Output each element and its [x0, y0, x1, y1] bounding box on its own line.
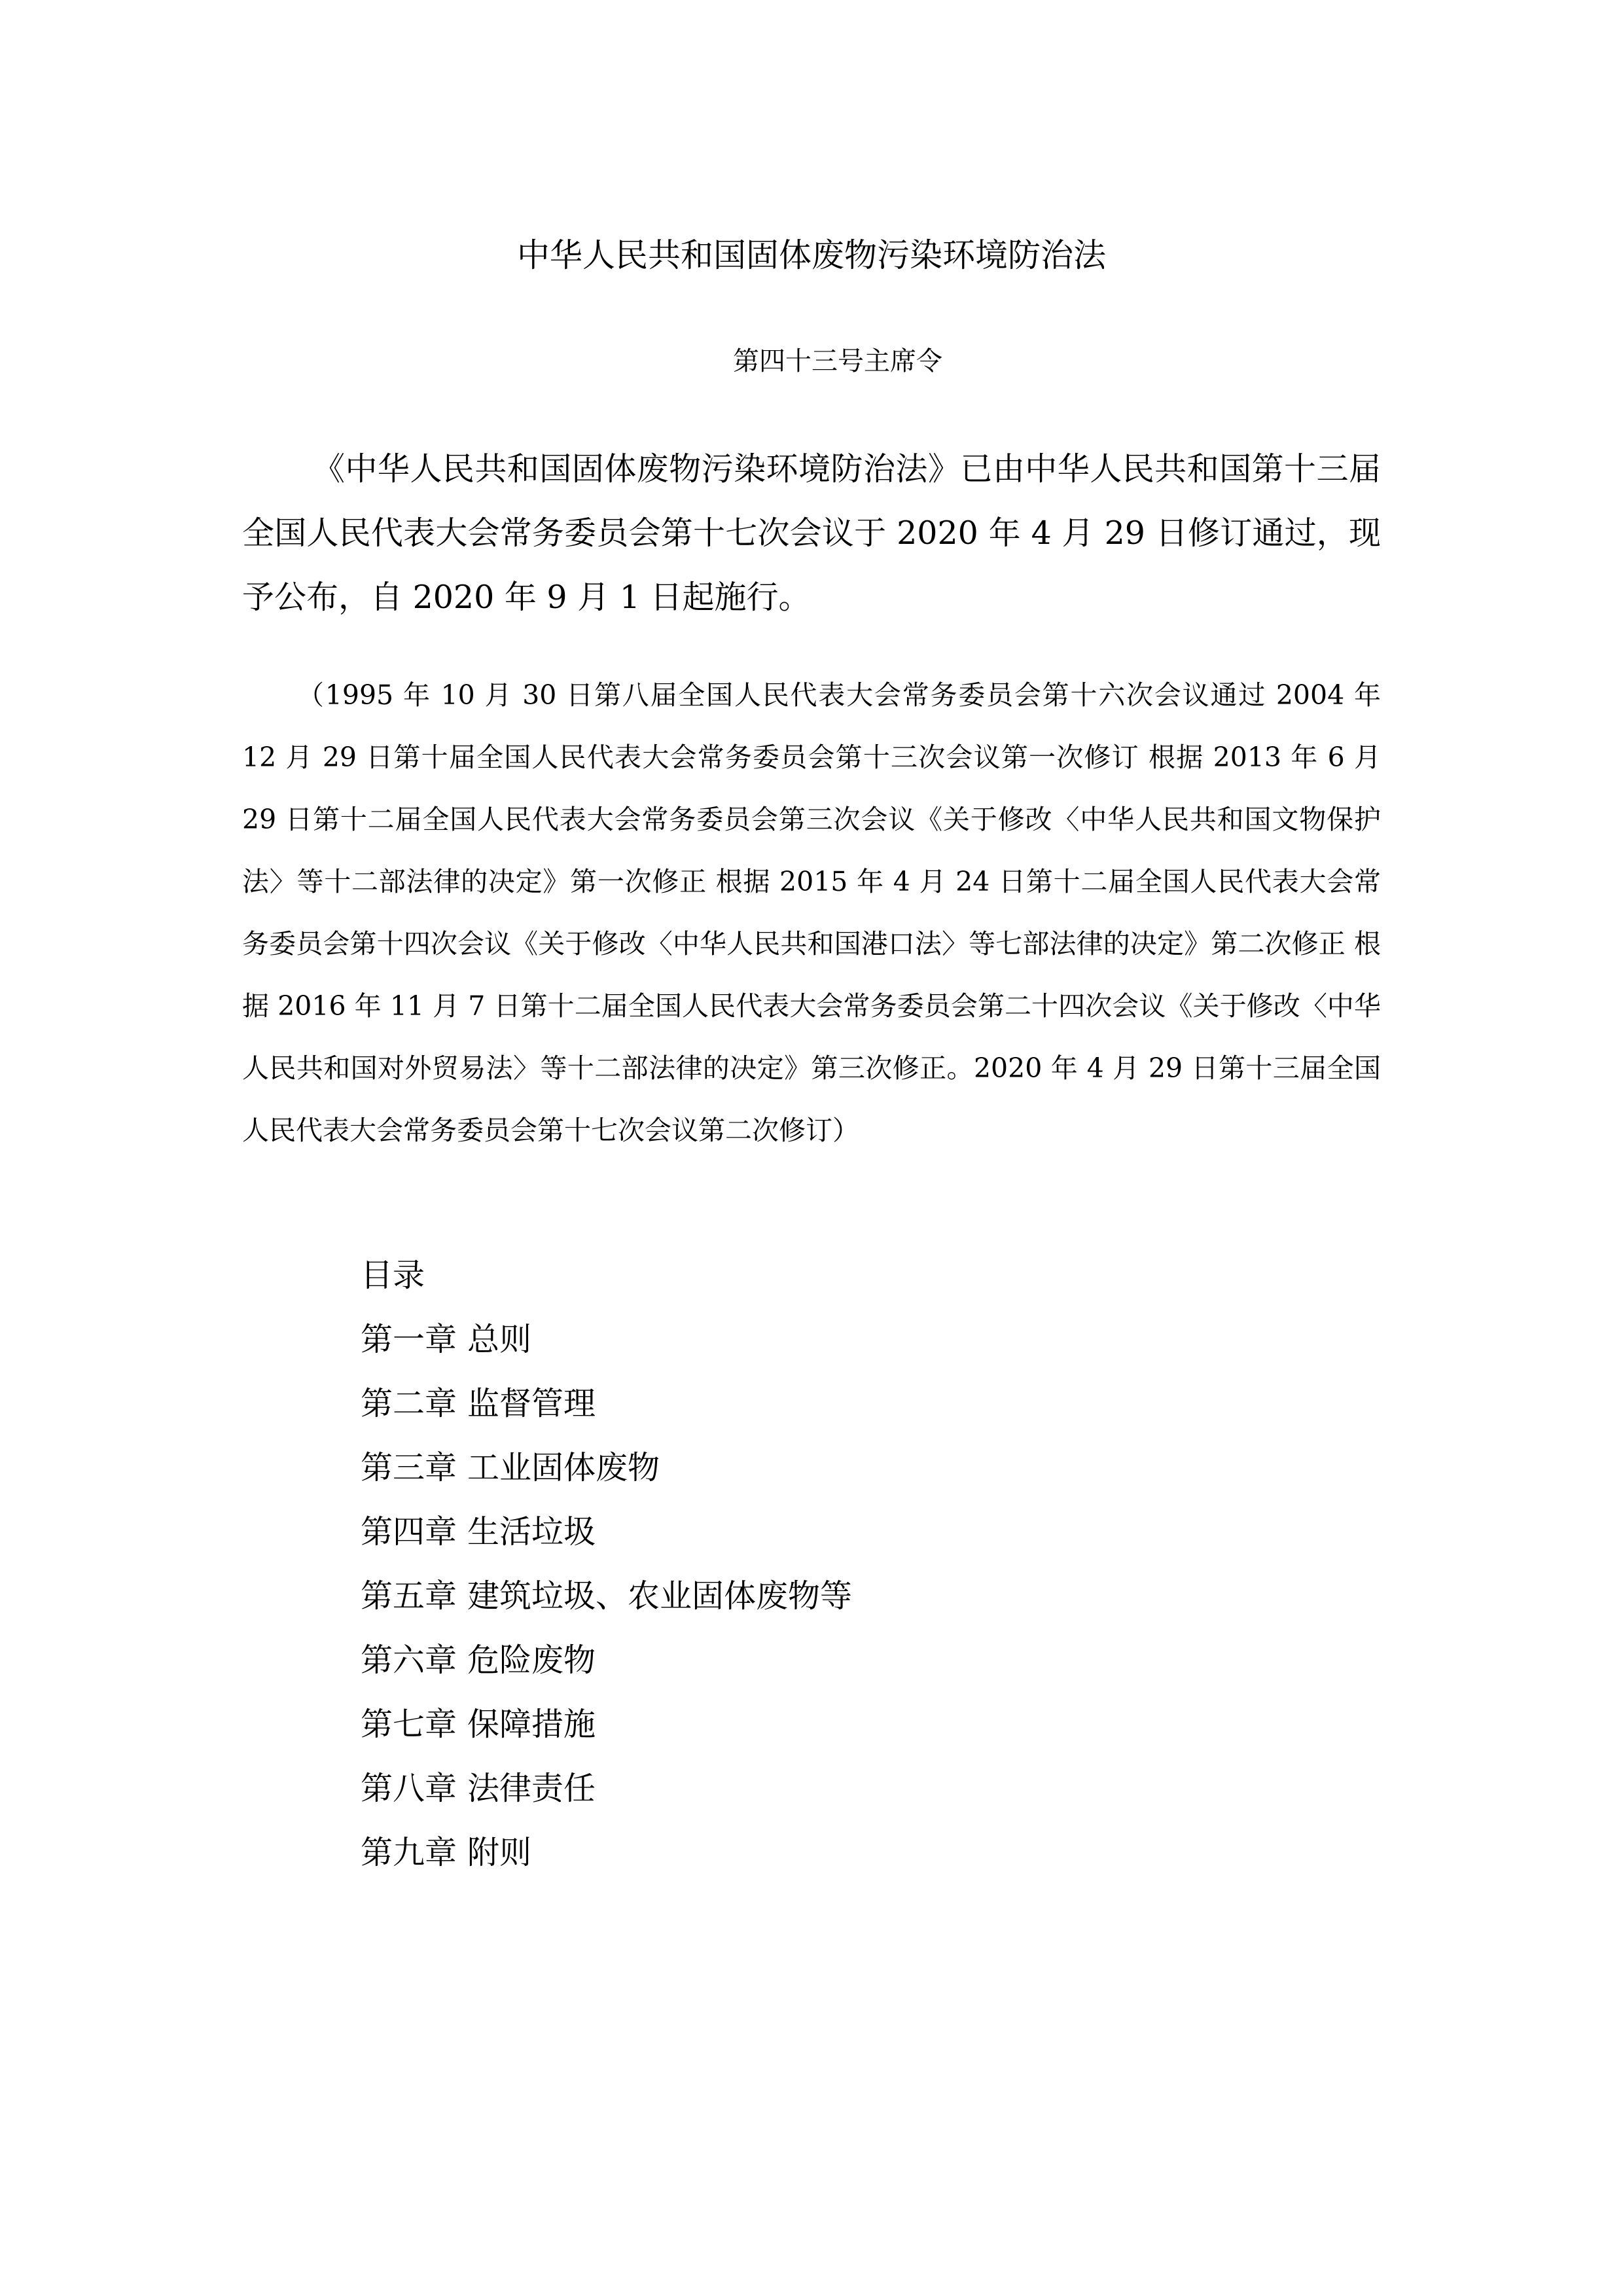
- toc-item-chapter-2: [361, 1372, 1342, 1436]
- chapter-number: 第四章: [361, 1513, 457, 1551]
- chapter-number: 第六章: [361, 1641, 457, 1679]
- toc-heading: 目录: [361, 1257, 425, 1294]
- toc-item-chapter-1: [361, 1308, 1342, 1372]
- chapter-number: 第五章: [361, 1577, 457, 1615]
- chapter-title: 总则: [467, 1321, 532, 1358]
- toc-item-chapter-7: [361, 1693, 1342, 1757]
- toc-item-chapter-3: [361, 1436, 1342, 1500]
- toc-item-chapter-6: [361, 1628, 1342, 1693]
- chapter-title: 生活垃圾: [467, 1513, 596, 1551]
- chapter-title: 工业固体废物: [467, 1449, 660, 1486]
- toc-list: [361, 1308, 1342, 1885]
- chapter-title: 危险废物: [467, 1641, 596, 1679]
- toc-item-chapter-9: [361, 1821, 1342, 1885]
- revision-history-paragraph: （1995 年 10 月 30 日第八届全国人民代表大会常务委员会第十六次会议通过 2004 年 12 月 29 日第十届全国人民代表大会常务委员会第十三次会议第一次修订 根据 2013 年 6 月 29 日第十二届全国人民代表大会常务委员会第三次会议《关于修改〈中华人民共和国文物保护法〉等十二部法律的决定》第一次修正 根据 2015 年 4 月 24 日第十二届全国人民代表大会常务委员会第十四次会议《关于修改〈中华人民共和国港口法〉等七部法律的决定》第二次修正 根据 2016 年 11 月 7 日第十二届全国人民代表大会常务委员会第二十四次会议《关于修改〈中华人民共和国对外贸易法〉等十二部法律的决定》第三次修正。2020 年 4 月 29 日第十三届全国人民代表大会常务委员会第十七次会议第二次修订）: [242, 679, 1381, 1146]
- chapter-number: 第三章: [361, 1449, 457, 1486]
- chapter-title: 法律责任: [467, 1770, 596, 1807]
- document-title: 中华人民共和国固体废物污染环境防治法: [517, 236, 1106, 274]
- toc-item-chapter-8: [361, 1757, 1342, 1821]
- chapter-title: 保障措施: [467, 1706, 596, 1743]
- chapter-number: 第二章: [361, 1385, 457, 1422]
- table-of-contents: [361, 1244, 1342, 1885]
- toc-item-chapter-4: [361, 1500, 1342, 1564]
- chapter-number: 第九章: [361, 1834, 457, 1871]
- chapter-number: 第七章: [361, 1706, 457, 1743]
- chapter-title: 建筑垃圾、农业固体废物等: [467, 1577, 853, 1615]
- promulgation-paragraph: 《中华人民共和国固体废物污染环境防治法》已由中华人民共和国第十三届全国人民代表大会常务委员会第十七次会议于 2020 年 4 月 29 日修订通过，现予公布，自 2020 年 9 月 1 日起施行。: [242, 450, 1381, 616]
- decree-number: 第四十三号主席令: [733, 346, 942, 376]
- toc-item-chapter-5: [361, 1564, 1342, 1628]
- chapter-number: 第一章: [361, 1321, 457, 1358]
- chapter-title: 附则: [467, 1834, 532, 1871]
- chapter-title: 监督管理: [467, 1385, 596, 1422]
- chapter-number: 第八章: [361, 1770, 457, 1807]
